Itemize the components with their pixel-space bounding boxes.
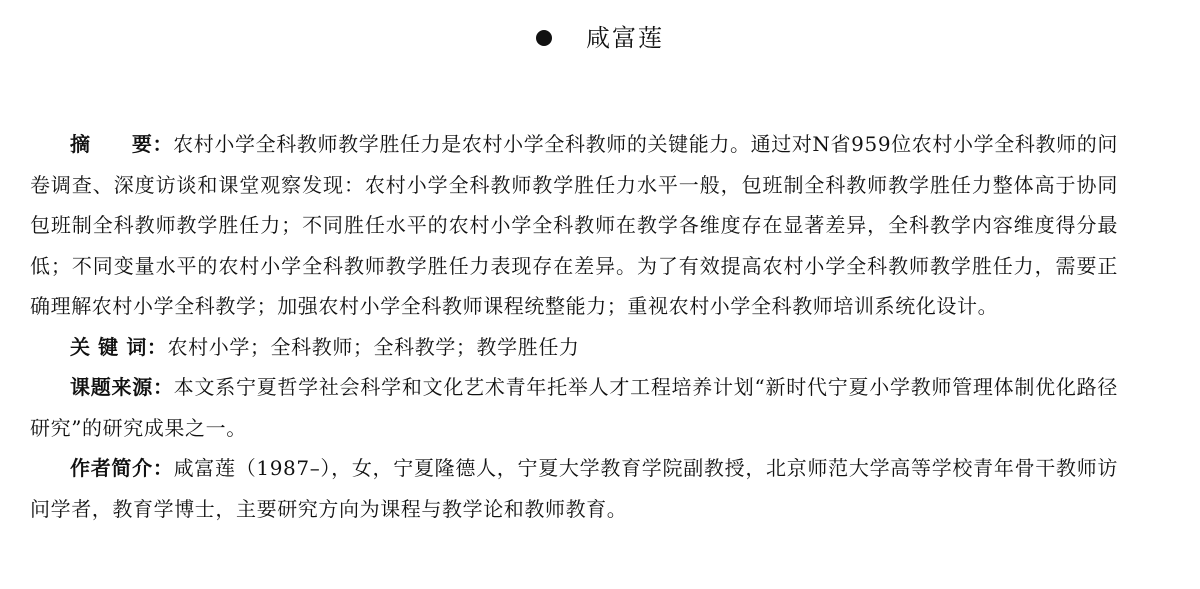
bio-paragraph	[30, 448, 1118, 529]
keywords-text: 农村小学；全科教师；全科教学；教学胜任力	[167, 334, 580, 359]
author-name: 咸富莲	[586, 24, 664, 52]
abstract-text: 农村小学全科教师教学胜任力是农村小学全科教师的关键能力。通过对N省959位农村小学全科教师的问卷调查、深度访谈和课堂观察发现：农村小学全科教师教学胜任力水平一般，包班制全科教师教学胜任力整体高于协同包班制全科教师教学胜任力；不同胜任水平的农村小学全科教师在教学各维度存在显著差异，全科教学内容维度得分最低；不同变量水平的农村小学全科教师教学胜任力表现存在差异。为了有效提高农村小学全科教师教学胜任力，需要正确理解农村小学全科教学；加强农村小学全科教师课程统整能力；重视农村小学全科教师培训系统化设计。	[30, 132, 1119, 318]
funding-label: 课题来源：	[70, 375, 174, 399]
funding-paragraph	[30, 367, 1118, 448]
author-line	[0, 18, 1200, 58]
bio-text: 咸富莲（1987–），女，宁夏隆德人，宁夏大学教育学院副教授，北京师范大学高等学校青年骨干教师访问学者，教育学博士，主要研究方向为课程与教学论和教师教育。	[30, 456, 1119, 521]
abstract-paragraph	[30, 124, 1118, 327]
bio-label: 作者简介：	[70, 456, 174, 480]
abstract-label: 摘 要：	[70, 132, 174, 156]
bullet-icon	[536, 30, 552, 46]
keywords-label: 关 键 词：	[70, 334, 168, 359]
funding-text: 本文系宁夏哲学社会科学和文化艺术青年托举人才工程培养计划“新时代宁夏小学教师管理体制优化路径研究”的研究成果之一。	[30, 375, 1118, 440]
keywords-paragraph	[30, 327, 1118, 368]
abstract-block	[30, 124, 1118, 529]
